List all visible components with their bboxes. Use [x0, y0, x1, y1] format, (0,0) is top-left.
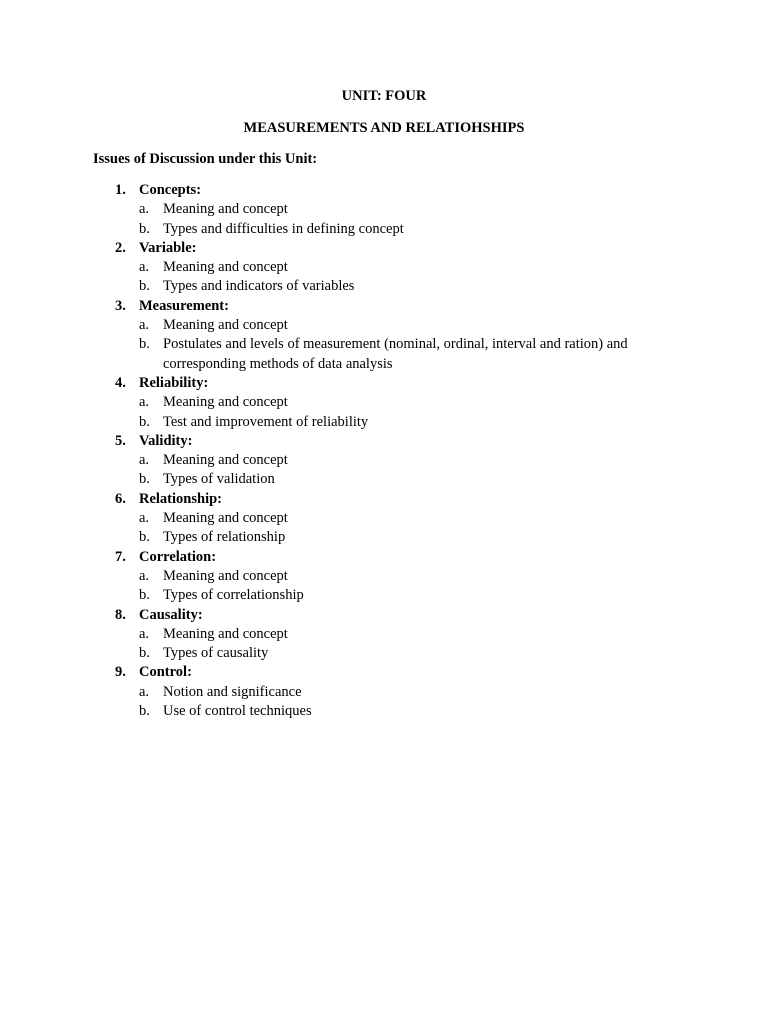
subitem-list: [0, 316, 768, 374]
topic-number: 4.: [115, 374, 126, 391]
subitem-text: Meaning and concept: [163, 452, 288, 469]
subitem-letter: b.: [139, 220, 150, 237]
topic-item: [0, 297, 768, 374]
subitem-letter: a.: [139, 394, 150, 411]
unit-subtitle: MEASUREMENTS AND RELATIOHSHIPS: [243, 120, 525, 136]
subitem-list: [0, 393, 768, 432]
subitem: [0, 683, 768, 702]
discussion-intro: Issues of Discussion under this Unit:: [93, 151, 318, 167]
subitem-text: Notion and significance: [163, 683, 302, 700]
topic-label: Concepts:: [139, 182, 202, 198]
subitem-list: [0, 200, 768, 239]
subitem-text: Meaning and concept: [163, 259, 288, 276]
subitem-letter: b.: [139, 645, 150, 662]
subitem: [0, 586, 768, 605]
topic-label: Control:: [139, 664, 192, 681]
subitem: [0, 393, 768, 412]
subitem-list: [0, 625, 768, 664]
topic-list: [0, 181, 768, 721]
subitem-letter: a.: [139, 510, 150, 527]
subitem-text: Test and improvement of reliability: [163, 413, 369, 430]
subitem-text: Types and difficulties in defining concept: [163, 220, 404, 237]
subitem-list: [0, 258, 768, 297]
topic-label: Correlation:: [139, 548, 217, 565]
subitem-letter: b.: [139, 336, 150, 353]
topic-item: [0, 432, 768, 490]
topic-number: 9.: [115, 664, 126, 681]
subitem: [0, 335, 768, 374]
unit-title: UNIT: FOUR: [341, 88, 427, 104]
subitem-list: [0, 451, 768, 490]
topic-label: Reliability:: [139, 374, 209, 391]
subitem-text: Postulates and levels of measurement (nominal, ordinal, interval and ration) and corresponding methods of data analysis: [163, 336, 628, 372]
subitem-text: Use of control techniques: [163, 703, 312, 720]
subitem-letter: b.: [139, 471, 150, 488]
topic-item: [0, 663, 768, 721]
topic-item: [0, 490, 768, 548]
topic-label: Variable:: [139, 239, 197, 256]
subitem: [0, 316, 768, 335]
subitem: [0, 702, 768, 721]
subitem: [0, 567, 768, 586]
subitem-text: Types of causality: [163, 645, 269, 662]
subitem-text: Meaning and concept: [163, 201, 288, 218]
topic-number: 2.: [115, 239, 126, 256]
subitem: [0, 200, 768, 219]
subitem-letter: a.: [139, 317, 150, 334]
subitem: [0, 451, 768, 470]
topic-number: 8.: [115, 606, 126, 623]
subitem: [0, 470, 768, 489]
subitem-text: Meaning and concept: [163, 625, 288, 642]
subitem-text: Types and indicators of variables: [163, 278, 355, 295]
topic-item: [0, 548, 768, 606]
subitem: [0, 220, 768, 239]
subitem-text: Types of validation: [163, 471, 275, 488]
subitem-letter: a.: [139, 683, 150, 700]
subitem-letter: a.: [139, 625, 150, 642]
subitem: [0, 509, 768, 528]
subitem-letter: b.: [139, 413, 150, 430]
topic-number: 3.: [115, 297, 126, 314]
topic-item: [0, 181, 768, 239]
subitem: [0, 528, 768, 547]
subitem: [0, 413, 768, 432]
subitem-letter: a.: [139, 567, 150, 584]
topic-number: 5.: [115, 432, 126, 449]
topic-number: 1.: [115, 182, 126, 198]
topic-item: [0, 239, 768, 297]
subitem-letter: b.: [139, 703, 150, 720]
subitem-letter: a.: [139, 201, 150, 218]
topic-item: [0, 374, 768, 432]
subitem-list: [0, 567, 768, 606]
subitem-letter: a.: [139, 259, 150, 276]
topic-label: Relationship:: [139, 490, 222, 507]
topic-label: Validity:: [139, 432, 193, 449]
subitem: [0, 277, 768, 296]
subitem-text: Meaning and concept: [163, 510, 288, 527]
subitem-text: Types of relationship: [163, 529, 286, 546]
subitem-letter: a.: [139, 452, 150, 469]
subitem-text: Meaning and concept: [163, 317, 288, 334]
subitem-letter: b.: [139, 587, 150, 604]
subitem-text: Types of correlationship: [163, 587, 304, 604]
topic-number: 7.: [115, 548, 126, 565]
topic-number: 6.: [115, 490, 126, 507]
subitem-list: [0, 683, 768, 722]
subitem: [0, 644, 768, 663]
subitem: [0, 625, 768, 644]
subitem-letter: b.: [139, 278, 150, 295]
subitem-letter: b.: [139, 529, 150, 546]
topic-label: Measurement:: [139, 297, 229, 314]
subitem-list: [0, 509, 768, 548]
subitem-text: Meaning and concept: [163, 567, 288, 584]
subitem-text: Meaning and concept: [163, 394, 288, 411]
topic-item: [0, 606, 768, 664]
topic-label: Causality:: [139, 606, 203, 623]
subitem: [0, 258, 768, 277]
